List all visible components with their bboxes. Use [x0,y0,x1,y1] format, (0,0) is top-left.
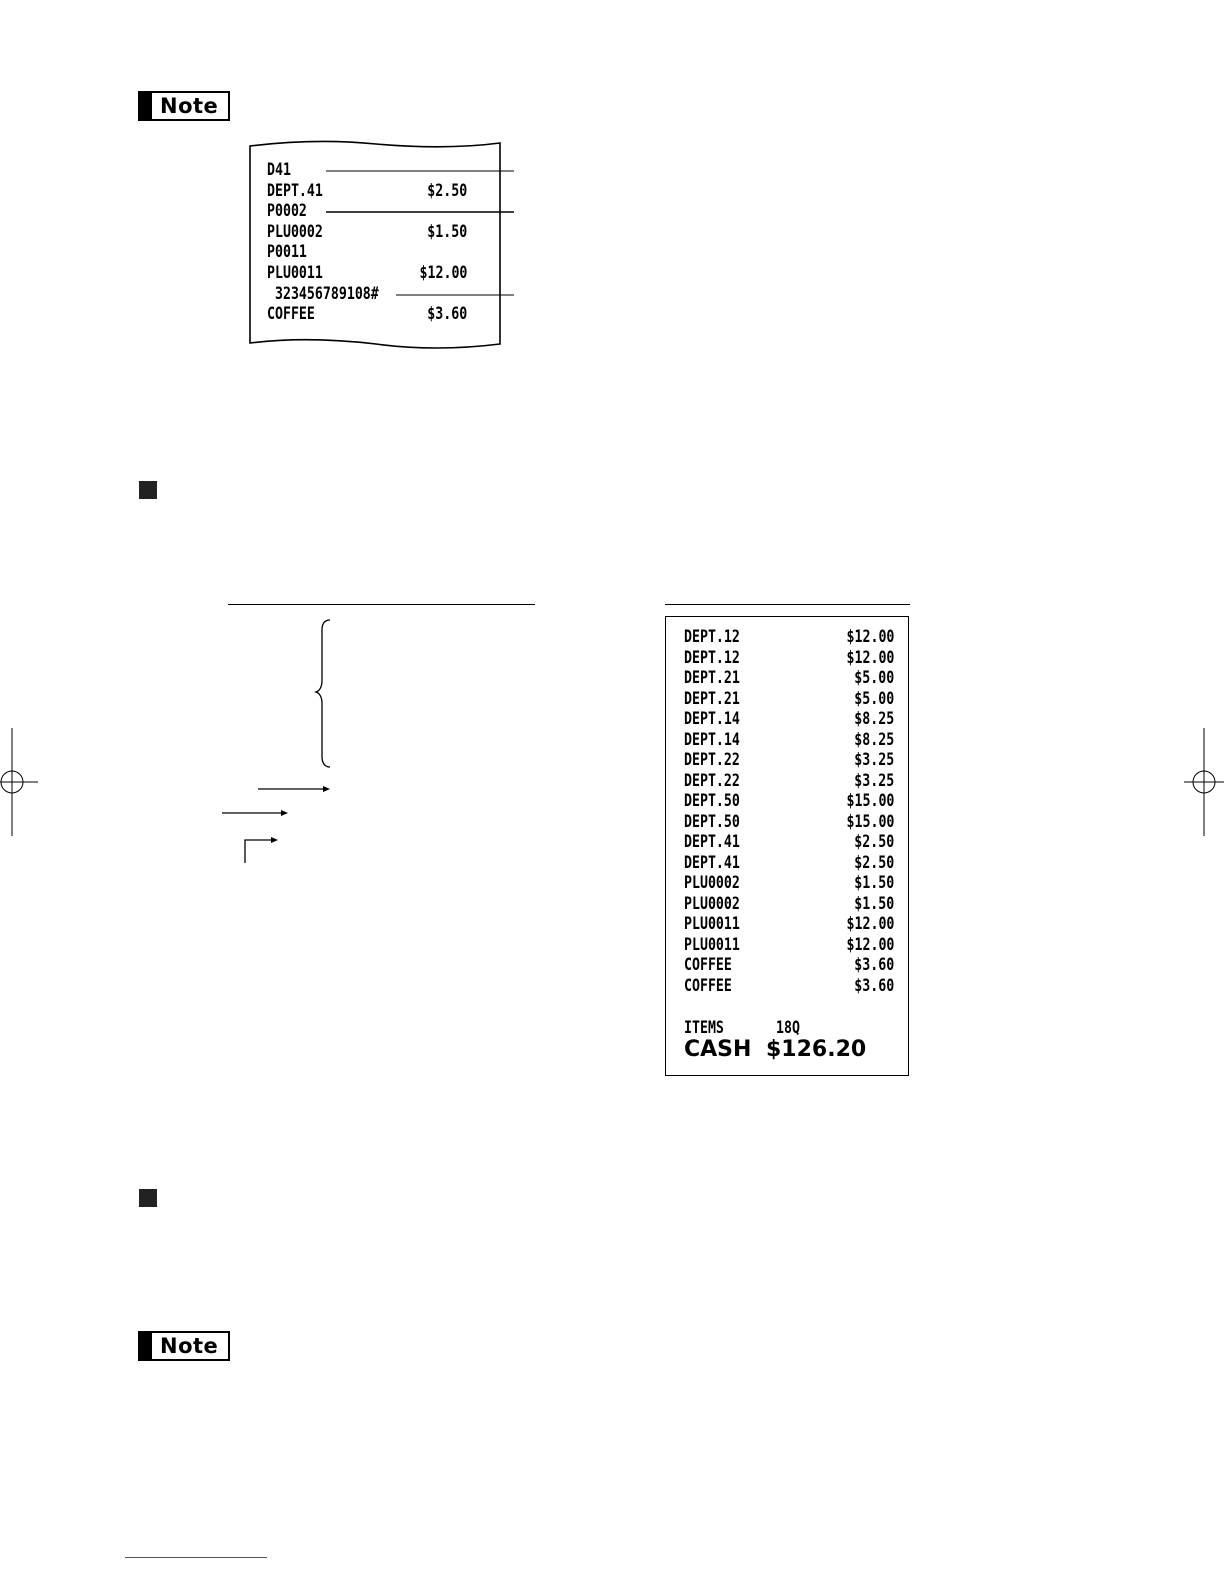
receipt-item-amount: $12.00 [846,627,894,647]
section-bullet-icon [139,1189,157,1207]
receipt-item-amount: $8.25 [854,709,894,729]
section-bullet-icon [139,481,157,499]
receipt-item-row [684,976,894,996]
receipt-item-label: COFFEE [684,955,732,975]
receipt-line-amount: $1.50 [427,221,467,242]
receipt-line-amount: $3.60 [427,304,467,325]
receipt-item-amount: $1.50 [854,893,894,914]
receipt-item-row [684,730,894,750]
receipt-item-amount: $2.50 [854,832,894,852]
receipt-item-row [684,668,894,688]
receipt-item-amount: $15.00 [846,791,894,811]
receipt-item-label: PLU0002 [684,893,740,914]
receipt-item-amount: $12.00 [846,934,894,955]
receipt-item-amount: $3.60 [854,975,894,996]
receipt-item-amount: $1.50 [854,873,894,893]
note-badge-label: Note [160,94,219,118]
items-count: 18Q [776,1018,800,1038]
receipt-item-amount: $5.00 [854,688,894,709]
receipt-line-label: DEPT.41 [267,180,323,201]
receipt-item-amount: $3.25 [854,770,894,791]
items-count-row [684,1018,894,1038]
receipt-item-row [684,873,894,893]
receipt-item-label: DEPT.50 [684,811,740,832]
receipt-item-label: DEPT.22 [684,750,740,770]
print-header-rule [665,604,910,605]
receipt-item-amount: $15.00 [846,811,894,832]
receipt-item-row [684,853,894,873]
receipt-item-label: PLU0011 [684,934,740,955]
registration-mark-left [0,728,40,836]
receipt-item-label: DEPT.22 [684,770,740,791]
receipt-item-row [684,771,894,791]
receipt-line-label: PLU0002 [267,221,323,242]
receipt-line-amount: $2.50 [427,180,467,201]
receipt-line-label: D41 [267,160,291,180]
receipt-item-label: DEPT.50 [684,791,740,811]
receipt-item-label: DEPT.14 [684,729,740,750]
callout-lines [320,160,520,310]
cash-amount: $126.20 [766,1037,867,1062]
receipt-item-amount: $3.60 [854,955,894,975]
receipt-item-amount: $5.00 [854,668,894,688]
note-badge-bar [140,93,152,119]
procedure-brace-arrows [210,615,340,870]
receipt-line-label: COFFEE [267,304,315,325]
repeat-receipt [665,616,909,1076]
receipt-item-amount: $12.00 [846,647,894,668]
note-badge-label: Note [160,1334,219,1358]
receipt-item-amount: $12.00 [846,914,894,934]
receipt-item-row [684,648,894,668]
key-operation-header-rule [228,604,535,605]
receipt-item-label: DEPT.41 [684,852,740,873]
note-badge-bottom [138,1331,230,1361]
receipt-item-amount: $2.50 [854,852,894,873]
receipt-item-row [684,955,894,975]
receipt-item-row [684,914,894,934]
receipt-item-row [684,791,894,811]
receipt-item-label: COFFEE [684,975,732,996]
receipt-item-label: PLU0002 [684,873,740,893]
receipt-item-row [684,627,894,647]
receipt-item-label: DEPT.21 [684,668,740,688]
receipt-item-row [684,750,894,770]
receipt-item-row [684,709,894,729]
footer-rule [125,1557,267,1558]
receipt-line-amount: $12.00 [419,263,467,283]
cash-label: CASH [684,1037,752,1062]
receipt-item-amount: $8.25 [854,729,894,750]
receipt-item-label: DEPT.12 [684,647,740,668]
receipt-item-label: DEPT.12 [684,627,740,647]
receipt-item-label: DEPT.14 [684,709,740,729]
receipt-item-row [684,935,894,955]
receipt-line-label: PLU0011 [267,263,323,283]
receipt-item-row [684,894,894,914]
receipt-item-row [684,812,894,832]
receipt-line-label: P0011 [267,242,307,263]
receipt-item-label: DEPT.21 [684,688,740,709]
receipt-item-row [684,832,894,852]
items-label: ITEMS [684,1018,724,1038]
cash-row [684,1037,894,1063]
receipt-line-label: 323456789108# [267,283,379,304]
receipt-item-label: PLU0011 [684,914,740,934]
note-badge-top [138,91,230,121]
registration-mark-right [1180,728,1224,836]
receipt-item-label: DEPT.41 [684,832,740,852]
receipt-item-amount: $3.25 [854,750,894,770]
receipt-line-label: P0002 [267,201,307,222]
note-badge-bar [140,1333,152,1359]
receipt-item-row [684,689,894,709]
